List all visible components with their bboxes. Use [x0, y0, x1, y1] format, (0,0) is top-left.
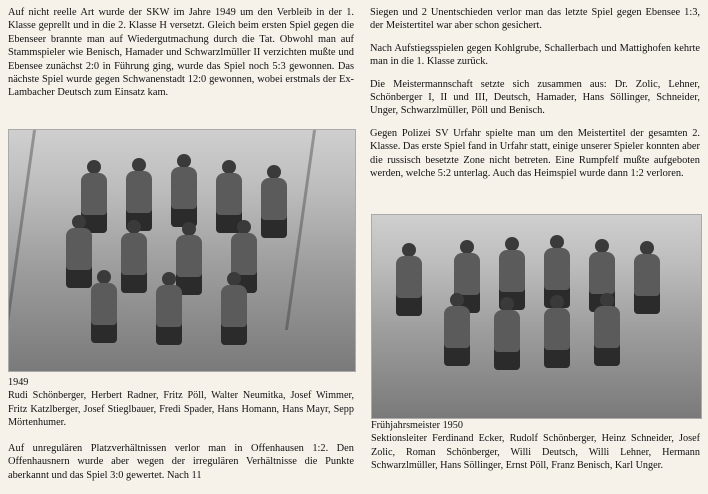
photo-1949-caption	[8, 376, 354, 430]
tree-trunk-2	[285, 130, 356, 330]
player-figure	[442, 293, 472, 383]
right-paragraph-3: Die Meistermannschaft setzte sich zusammen aus: Dr. Zolic, Lehner, Schönberger I, II und III, Deutsch, Hamader, Hans Söllinger, Schneider, Unger, Schwarzlmüller, Pöll und Benisch.	[370, 78, 700, 117]
photo-1950-title: Frühjahrsmeister 1950	[371, 420, 463, 431]
player-figure	[119, 220, 149, 310]
official-figure	[394, 243, 424, 333]
left-bottom-paragraph: Auf unregulären Platzverhältnissen verlor man in Offenhausen 1:2. Den Offenhausnern wurde aber wegen der irregulären Verhältnisse die Punkte aberkannt und das Spiel 3:0 gewertet. Nach 11	[8, 443, 354, 481]
player-figure	[89, 270, 119, 360]
right-paragraph-1: Siegen und 2 Unentschieden verlor man das letzte Spiel gegen Ebensee 1:3, der Meistertitel war aber schon gesichert.	[370, 7, 700, 32]
player-figure	[542, 295, 572, 385]
team-photo-1949	[8, 129, 356, 372]
photo-1950-caption	[371, 419, 700, 473]
team-photo-1950	[371, 214, 702, 419]
left-column	[8, 6, 354, 109]
right-paragraph-2: Nach Aufstiegsspielen gegen Kohlgrube, Schallerbach und Mattighofen kehrte man in die 1. Klasse zurück.	[370, 42, 700, 68]
right-column	[370, 6, 700, 189]
photo-1949-names: Rudi Schönberger, Herbert Radner, Fritz Pöll, Walter Neumitka, Josef Wimmer, Fritz Katzlberger, Josef Stieglbauer, Fredi Spader, Hans Homann, Hans Mayr, Sepp Mörtenhumer.	[8, 390, 354, 429]
player-figure	[492, 297, 522, 387]
player-figure	[219, 272, 249, 362]
player-figure	[592, 293, 622, 383]
left-paragraph-1: Auf nicht reelle Art wurde der SKW im Jahre 1949 um den Verbleib in der 1. Klasse geprellt und in die 2. Klasse H versetzt. Gleich beim ersten Spiel gegen die Ebenseer brannte man auf Wiedergutmachung durch die Tat. Obwohl man auf Stammspieler wie Benisch, Hamader und Schwarzlmüller II verzichten mußte und Ebensee zunächst 2:0 in Führung ging, wurde das Spiel noch 5:3 gewonnen. Das nächste Spiel wurde gegen Schwanenstadt 12:0 gewonnen, wobei erstmals der Ex-Lambacher Deutsch zum Einsatz kam.	[8, 7, 354, 99]
photo-1949-year: 1949	[8, 377, 29, 388]
player-figure	[154, 272, 184, 362]
player-figure	[632, 241, 662, 331]
photo-1950-names: Sektionsleiter Ferdinand Ecker, Rudolf Schönberger, Heinz Schneider, Josef Zolic, Roman Schönberger, Willi Deutsch, Willi Lehner, Hermann Schwarzlmüller, Hans Söllinger, Ernst Pöll, Franz Benisch, Karl Unger.	[371, 433, 700, 472]
left-bottom-text	[8, 442, 354, 491]
player-figure	[259, 165, 289, 255]
right-paragraph-4: Gegen Polizei SV Urfahr spielte man um den Meistertitel der gesamten 2. Klasse. Das erste Spiel fand in Urfahr statt, einige unserer Spieler konnten aber die russisch besetzte Zone nicht betreten. Eine Rumpfelf mußte aufgeboten werden, welche 5:2 unterlag. Auch das Heimspiel wurde dann 1:2 verloren.	[370, 127, 700, 180]
